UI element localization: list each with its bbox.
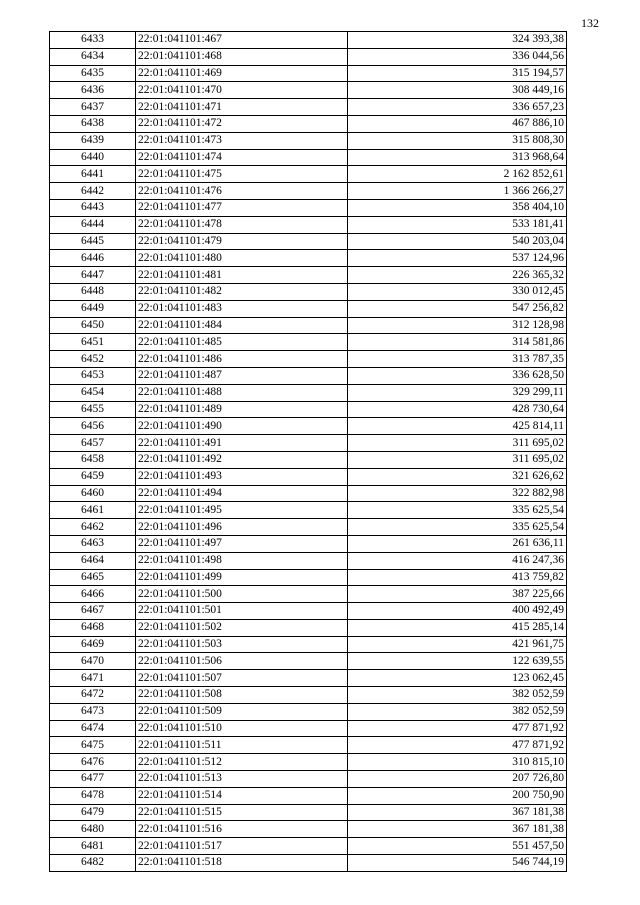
cadastral-value: 367 181,38 <box>348 821 567 838</box>
cadastral-number: 22:01:041101:486 <box>136 351 348 368</box>
row-number: 6446 <box>50 250 136 267</box>
row-number: 6453 <box>50 367 136 384</box>
row-number: 6444 <box>50 216 136 233</box>
cadastral-number: 22:01:041101:487 <box>136 367 348 384</box>
cadastral-number: 22:01:041101:494 <box>136 485 348 502</box>
cadastral-number: 22:01:041101:490 <box>136 418 348 435</box>
cadastral-number: 22:01:041101:481 <box>136 267 348 284</box>
cadastral-value: 313 968,64 <box>348 149 567 166</box>
row-number: 6460 <box>50 485 136 502</box>
table-row <box>50 619 567 636</box>
row-number: 6447 <box>50 267 136 284</box>
cadastral-number: 22:01:041101:488 <box>136 384 348 401</box>
table-row <box>50 418 567 435</box>
cadastral-number: 22:01:041101:470 <box>136 82 348 99</box>
row-number: 6469 <box>50 636 136 653</box>
cadastral-number: 22:01:041101:514 <box>136 787 348 804</box>
cadastral-value: 387 225,66 <box>348 586 567 603</box>
cadastral-number: 22:01:041101:467 <box>136 32 348 49</box>
cadastral-number: 22:01:041101:506 <box>136 653 348 670</box>
cadastral-number: 22:01:041101:497 <box>136 535 348 552</box>
row-number: 6480 <box>50 821 136 838</box>
cadastral-number: 22:01:041101:493 <box>136 468 348 485</box>
cadastral-number: 22:01:041101:476 <box>136 183 348 200</box>
table-row <box>50 317 567 334</box>
cadastral-value: 425 814,11 <box>348 418 567 435</box>
cadastral-number: 22:01:041101:475 <box>136 166 348 183</box>
cadastral-number: 22:01:041101:517 <box>136 838 348 855</box>
cadastral-value: 533 181,41 <box>348 216 567 233</box>
row-number: 6471 <box>50 670 136 687</box>
cadastral-number: 22:01:041101:502 <box>136 619 348 636</box>
cadastral-number: 22:01:041101:500 <box>136 586 348 603</box>
cadastral-number: 22:01:041101:479 <box>136 233 348 250</box>
cadastral-value: 315 808,30 <box>348 132 567 149</box>
cadastral-value: 335 625,54 <box>348 502 567 519</box>
row-number: 6437 <box>50 99 136 116</box>
table-row <box>50 435 567 452</box>
row-number: 6482 <box>50 855 136 872</box>
cadastral-number: 22:01:041101:474 <box>136 149 348 166</box>
row-number: 6454 <box>50 384 136 401</box>
row-number: 6451 <box>50 334 136 351</box>
cadastral-value: 367 181,38 <box>348 804 567 821</box>
cadastral-number: 22:01:041101:510 <box>136 720 348 737</box>
cadastral-value: 207 726,80 <box>348 771 567 788</box>
table-row <box>50 703 567 720</box>
table-row <box>50 99 567 116</box>
table-row <box>50 451 567 468</box>
table-row <box>50 233 567 250</box>
table-row <box>50 737 567 754</box>
cadastral-value: 314 581,86 <box>348 334 567 351</box>
table-row <box>50 334 567 351</box>
row-number: 6436 <box>50 82 136 99</box>
cadastral-number: 22:01:041101:507 <box>136 670 348 687</box>
cadastral-value: 329 299,11 <box>348 384 567 401</box>
cadastral-value: 540 203,04 <box>348 233 567 250</box>
cadastral-value: 400 492,49 <box>348 603 567 620</box>
row-number: 6462 <box>50 519 136 536</box>
cadastral-number: 22:01:041101:468 <box>136 48 348 65</box>
row-number: 6477 <box>50 771 136 788</box>
row-number: 6463 <box>50 535 136 552</box>
cadastral-number: 22:01:041101:472 <box>136 115 348 132</box>
cadastral-value: 382 052,59 <box>348 687 567 704</box>
cadastral-value: 537 124,96 <box>348 250 567 267</box>
table-row <box>50 183 567 200</box>
page-number: 132 <box>581 16 599 30</box>
cadastral-number: 22:01:041101:480 <box>136 250 348 267</box>
cadastral-value: 415 285,14 <box>348 619 567 636</box>
row-number: 6445 <box>50 233 136 250</box>
cadastral-value: 1 366 266,27 <box>348 183 567 200</box>
cadastral-number: 22:01:041101:469 <box>136 65 348 82</box>
table-row <box>50 166 567 183</box>
cadastral-value: 336 657,23 <box>348 99 567 116</box>
table-row <box>50 132 567 149</box>
table-row <box>50 401 567 418</box>
table-body <box>50 32 567 872</box>
cadastral-value: 308 449,16 <box>348 82 567 99</box>
cadastral-value: 261 636,11 <box>348 535 567 552</box>
table-row <box>50 485 567 502</box>
row-number: 6439 <box>50 132 136 149</box>
row-number: 6442 <box>50 183 136 200</box>
table-row <box>50 199 567 216</box>
cadastral-number: 22:01:041101:492 <box>136 451 348 468</box>
row-number: 6473 <box>50 703 136 720</box>
table-row <box>50 653 567 670</box>
cadastral-value: 311 695,02 <box>348 451 567 468</box>
row-number: 6466 <box>50 586 136 603</box>
cadastral-value: 122 639,55 <box>348 653 567 670</box>
row-number: 6449 <box>50 300 136 317</box>
cadastral-value: 313 787,35 <box>348 351 567 368</box>
table-row <box>50 48 567 65</box>
table-row <box>50 754 567 771</box>
row-number: 6456 <box>50 418 136 435</box>
table-row <box>50 821 567 838</box>
table-row <box>50 804 567 821</box>
table-row <box>50 250 567 267</box>
row-number: 6448 <box>50 283 136 300</box>
row-number: 6478 <box>50 787 136 804</box>
cadastral-value: 226 365,32 <box>348 267 567 284</box>
row-number: 6474 <box>50 720 136 737</box>
table-row <box>50 115 567 132</box>
cadastral-value: 322 882,98 <box>348 485 567 502</box>
cadastral-value: 311 695,02 <box>348 435 567 452</box>
table-row <box>50 351 567 368</box>
cadastral-number: 22:01:041101:485 <box>136 334 348 351</box>
cadastral-value: 551 457,50 <box>348 838 567 855</box>
table-row <box>50 32 567 49</box>
table-row <box>50 771 567 788</box>
cadastral-value-table <box>49 31 567 872</box>
cadastral-number: 22:01:041101:484 <box>136 317 348 334</box>
table-row <box>50 519 567 536</box>
row-number: 6450 <box>50 317 136 334</box>
row-number: 6461 <box>50 502 136 519</box>
table-row <box>50 502 567 519</box>
cadastral-number: 22:01:041101:489 <box>136 401 348 418</box>
row-number: 6434 <box>50 48 136 65</box>
table-row <box>50 838 567 855</box>
cadastral-value: 413 759,82 <box>348 569 567 586</box>
table-row <box>50 636 567 653</box>
table-row <box>50 670 567 687</box>
cadastral-number: 22:01:041101:478 <box>136 216 348 233</box>
cadastral-number: 22:01:041101:495 <box>136 502 348 519</box>
cadastral-number: 22:01:041101:471 <box>136 99 348 116</box>
cadastral-value: 336 044,56 <box>348 48 567 65</box>
table-row <box>50 468 567 485</box>
table-row <box>50 552 567 569</box>
row-number: 6481 <box>50 838 136 855</box>
table-row <box>50 367 567 384</box>
row-number: 6459 <box>50 468 136 485</box>
table-row <box>50 687 567 704</box>
cadastral-value: 310 815,10 <box>348 754 567 771</box>
cadastral-value: 358 404,10 <box>348 199 567 216</box>
cadastral-number: 22:01:041101:473 <box>136 132 348 149</box>
row-number: 6455 <box>50 401 136 418</box>
row-number: 6452 <box>50 351 136 368</box>
cadastral-value: 546 744,19 <box>348 855 567 872</box>
table-row <box>50 603 567 620</box>
cadastral-number: 22:01:041101:499 <box>136 569 348 586</box>
cadastral-value: 382 052,59 <box>348 703 567 720</box>
cadastral-number: 22:01:041101:513 <box>136 771 348 788</box>
row-number: 6465 <box>50 569 136 586</box>
cadastral-number: 22:01:041101:511 <box>136 737 348 754</box>
cadastral-number: 22:01:041101:509 <box>136 703 348 720</box>
row-number: 6440 <box>50 149 136 166</box>
cadastral-value: 330 012,45 <box>348 283 567 300</box>
cadastral-value: 428 730,64 <box>348 401 567 418</box>
row-number: 6441 <box>50 166 136 183</box>
table-row <box>50 283 567 300</box>
row-number: 6476 <box>50 754 136 771</box>
cadastral-value: 416 247,36 <box>348 552 567 569</box>
cadastral-value: 123 062,45 <box>348 670 567 687</box>
table-row <box>50 300 567 317</box>
cadastral-number: 22:01:041101:491 <box>136 435 348 452</box>
cadastral-number: 22:01:041101:482 <box>136 283 348 300</box>
cadastral-value: 477 871,92 <box>348 720 567 737</box>
table-row <box>50 267 567 284</box>
cadastral-value: 547 256,82 <box>348 300 567 317</box>
cadastral-number: 22:01:041101:483 <box>136 300 348 317</box>
cadastral-value: 336 628,50 <box>348 367 567 384</box>
cadastral-value: 315 194,57 <box>348 65 567 82</box>
row-number: 6464 <box>50 552 136 569</box>
table-row <box>50 149 567 166</box>
cadastral-number: 22:01:041101:516 <box>136 821 348 838</box>
cadastral-value: 2 162 852,61 <box>348 166 567 183</box>
row-number: 6433 <box>50 32 136 49</box>
row-number: 6458 <box>50 451 136 468</box>
row-number: 6438 <box>50 115 136 132</box>
table-row <box>50 586 567 603</box>
cadastral-value: 321 626,62 <box>348 468 567 485</box>
row-number: 6457 <box>50 435 136 452</box>
table-row <box>50 216 567 233</box>
cadastral-value: 477 871,92 <box>348 737 567 754</box>
cadastral-value: 467 886,10 <box>348 115 567 132</box>
cadastral-number: 22:01:041101:503 <box>136 636 348 653</box>
row-number: 6472 <box>50 687 136 704</box>
cadastral-value: 324 393,38 <box>348 32 567 49</box>
row-number: 6479 <box>50 804 136 821</box>
table-row <box>50 65 567 82</box>
row-number: 6435 <box>50 65 136 82</box>
table-row <box>50 855 567 872</box>
cadastral-number: 22:01:041101:496 <box>136 519 348 536</box>
cadastral-number: 22:01:041101:508 <box>136 687 348 704</box>
cadastral-number: 22:01:041101:515 <box>136 804 348 821</box>
cadastral-value: 312 128,98 <box>348 317 567 334</box>
row-number: 6443 <box>50 199 136 216</box>
cadastral-number: 22:01:041101:501 <box>136 603 348 620</box>
table-row <box>50 82 567 99</box>
cadastral-number: 22:01:041101:477 <box>136 199 348 216</box>
cadastral-value: 421 961,75 <box>348 636 567 653</box>
row-number: 6468 <box>50 619 136 636</box>
row-number: 6467 <box>50 603 136 620</box>
row-number: 6475 <box>50 737 136 754</box>
cadastral-value: 200 750,90 <box>348 787 567 804</box>
cadastral-value: 335 625,54 <box>348 519 567 536</box>
table-row <box>50 569 567 586</box>
table-row <box>50 720 567 737</box>
cadastral-number: 22:01:041101:498 <box>136 552 348 569</box>
table-row <box>50 535 567 552</box>
table-row <box>50 787 567 804</box>
cadastral-number: 22:01:041101:518 <box>136 855 348 872</box>
table-row <box>50 384 567 401</box>
cadastral-number: 22:01:041101:512 <box>136 754 348 771</box>
row-number: 6470 <box>50 653 136 670</box>
